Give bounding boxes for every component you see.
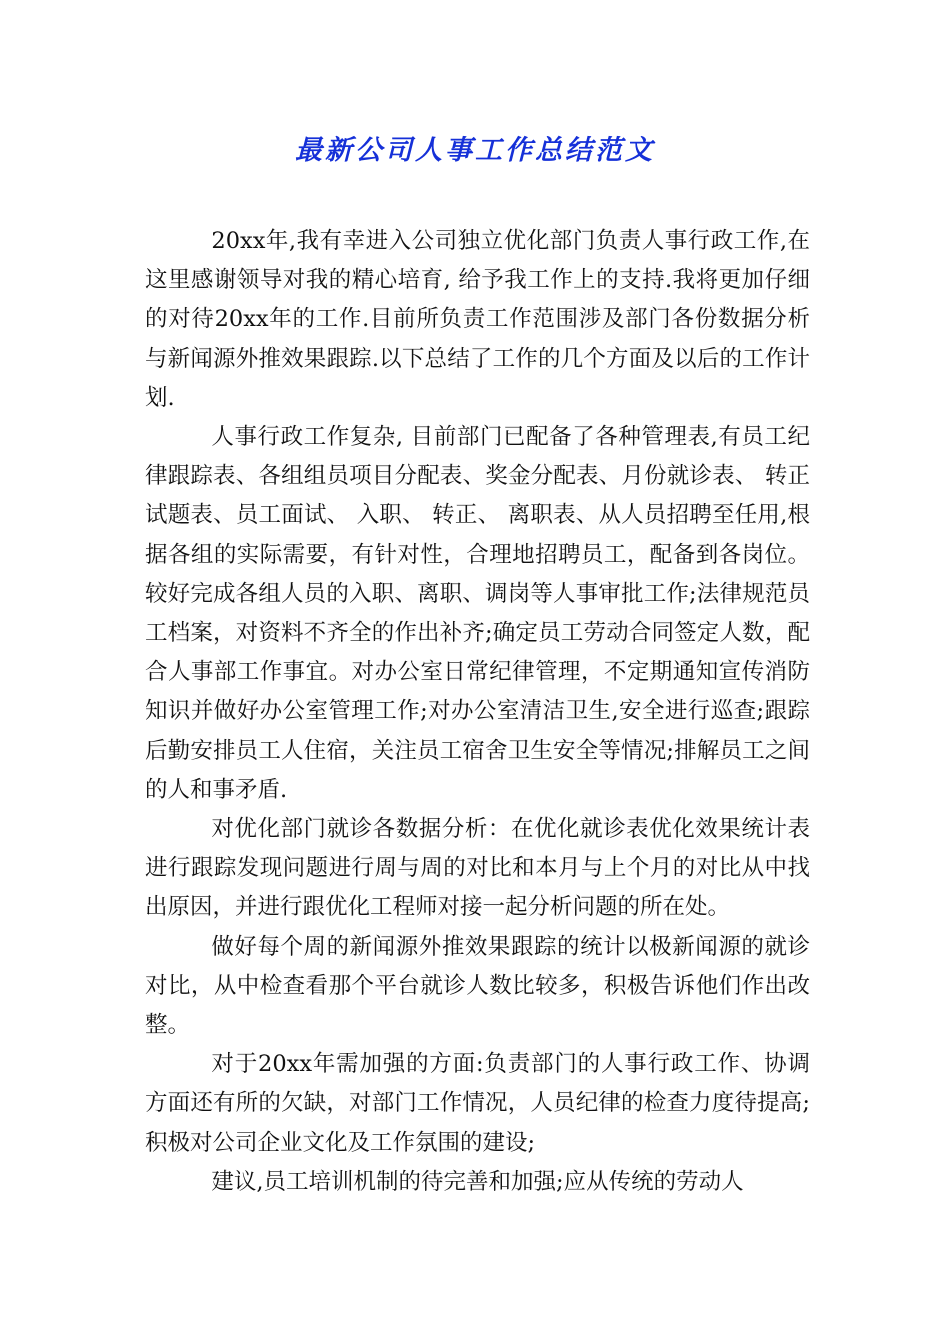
paragraph-data-analysis: 对优化部门就诊各数据分析：在优化就诊表优化效果统计表进行跟踪发现问题进行周与周的对比和本月与上个月的对比从中找出原因，并进行跟优化工程师对接一起分析问题的所在处。 <box>145 816 810 921</box>
document-body <box>145 222 810 1202</box>
paragraph-suggestions: 建议,员工培训机制的待完善和加强;应从传统的劳动人 <box>211 1168 744 1195</box>
paragraph-hr-admin: 人事行政工作复杂, 目前部门已配备了各种管理表,有员工纪律跟踪表、各组组员项目分配表、奖金分配表、月份就诊表、 转正试题表、员工面试、 入职、 转正、 离职表、从人员招聘至任用,根据各组的实际需要，有针对性，合理地招聘员工，配备到各岗位。较好完成各组人员的入职、离职、调岗等人事审批工作;法律规范员工档案，对资料不齐全的作出补齐;确定员工劳动合同签定人数，配合人事部工作事宜。对办公室日常纪律管理，不定期通知宣传消防知识并做好办公室管理工作;对办公室清洁卫生,安全进行巡查;跟踪后勤安排员工人住宿，关注员工宿舍卫生安全等情况;排解员工之间的人和事矛盾. <box>145 424 810 803</box>
paragraph-improvements: 对于20xx年需加强的方面:负责部门的人事行政工作、协调方面还有所的欠缺，对部门工作情况，人员纪律的检查力度待提高;积极对公司企业文化及工作氛围的建设; <box>145 1051 810 1156</box>
paragraph-intro: 20xx年,我有幸进入公司独立优化部门负责人事行政工作,在这里感谢领导对我的精心培育, 给予我工作上的支持.我将更加仔细的对待20xx年的工作.目前所负责工作范围涉及部门各份数据分析与新闻源外推效果跟踪.以下总结了工作的几个方面及以后的工作计划. <box>145 228 810 411</box>
paragraph-news-tracking: 做好每个周的新闻源外推效果跟踪的统计以极新闻源的就诊对比，从中检查看那个平台就诊人数比较多，积极告诉他们作出改整。 <box>145 933 810 1039</box>
document-title: 最新公司人事工作总结范文 <box>295 135 655 166</box>
